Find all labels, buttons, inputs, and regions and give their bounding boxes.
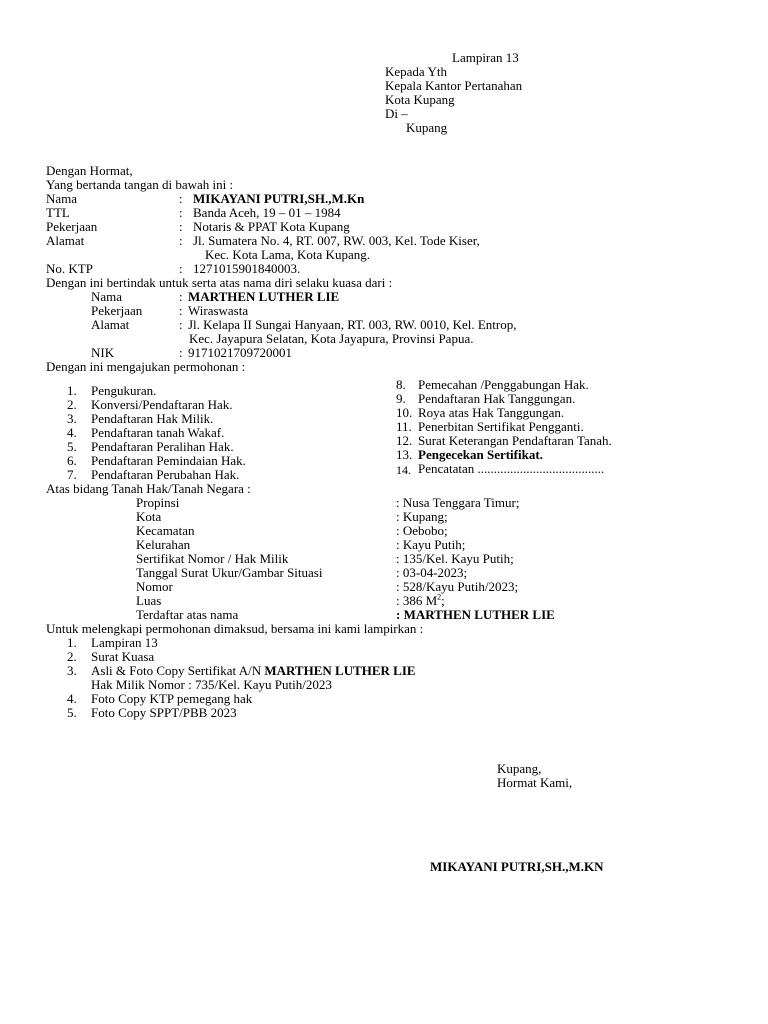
request-item: Surat Keterangan Pendaftaran Tanah. (418, 433, 612, 448)
land-area-end: ; (441, 593, 445, 608)
recipient-line: Kupang (406, 120, 448, 135)
list-number: 11. (396, 419, 412, 434)
applicant-ktp: 1271015901840003. (193, 261, 301, 276)
recipient-line: Kepala Kantor Pertanahan (385, 78, 523, 93)
principal-address-cont: Kec. Jayapura Selatan, Kota Jayapura, Provinsi Papua. (189, 331, 474, 346)
closing-regards: Hormat Kami, (497, 775, 573, 790)
list-number: 4. (67, 691, 77, 706)
land-label: Kota (136, 509, 162, 524)
attachments-intro: Untuk melengkapi permohonan dimaksud, bersama ini kami lampirkan : (46, 621, 424, 636)
attachment-item-text: Asli & Foto Copy Sertifikat A/N (91, 663, 265, 678)
applicant-name-label: Nama (46, 191, 78, 206)
list-number: 14. (396, 463, 411, 477)
request-item: Konversi/Pendaftaran Hak. (91, 397, 233, 412)
request-item: Pendaftaran Perubahan Hak. (91, 467, 240, 482)
colon: : (179, 219, 183, 234)
land-label: Kecamatan (136, 523, 195, 538)
applicant-ttl: Banda Aceh, 19 – 01 – 1984 (193, 205, 341, 220)
attachment-item: Lampiran 13 (91, 635, 158, 650)
list-number: 8. (396, 377, 406, 392)
attachment-item: Foto Copy SPPT/PBB 2023 (91, 705, 237, 720)
applicant-ktp-label: No. KTP (46, 261, 93, 276)
applicant-address-label: Alamat (46, 233, 85, 248)
request-item: Pengukuran. (91, 383, 157, 398)
applicant-job-label: Pekerjaan (46, 219, 98, 234)
recipient-line: Di – (385, 106, 408, 121)
list-number: 3. (67, 663, 77, 678)
request-item: Pendaftaran Peralihan Hak. (91, 439, 234, 454)
signer-name: MIKAYANI PUTRI,SH.,M.KN (430, 859, 604, 874)
list-number: 3. (67, 411, 77, 426)
land-value: : Oebobo; (396, 523, 448, 538)
list-number: 1. (67, 383, 77, 398)
list-number: 12. (396, 433, 413, 448)
salutation: Dengan Hormat, (46, 163, 133, 178)
proxy-intro: Dengan ini bertindak untuk serta atas nama diri selaku kuasa dari : (46, 275, 393, 290)
list-number: 5. (67, 705, 77, 720)
request-item: Roya atas Hak Tanggungan. (418, 405, 565, 420)
attachment-item-cont: Hak Milik Nomor : 735/Kel. Kayu Putih/2023 (91, 677, 332, 692)
land-label: Propinsi (136, 495, 180, 510)
request-item: Pendaftaran Pemindaian Hak. (91, 453, 246, 468)
colon: : (179, 205, 183, 220)
attachment-item: Surat Kuasa (91, 649, 155, 664)
principal-job-label: Pekerjaan (91, 303, 143, 318)
request-item: Pendaftaran Hak Tanggungan. (418, 391, 576, 406)
closing-place: Kupang, (497, 761, 542, 776)
request-item: Pendaftaran tanah Wakaf. (91, 425, 225, 440)
land-value: : 528/Kayu Putih/2023; (396, 579, 519, 594)
colon: : (179, 303, 183, 318)
request-intro: Dengan ini mengajukan permohonan : (46, 359, 246, 374)
land-value: : 135/Kel. Kayu Putih; (396, 551, 514, 566)
land-value: : Nusa Tenggara Timur; (396, 495, 520, 510)
intro-text: Yang bertanda tangan di bawah ini : (46, 177, 234, 192)
recipient-line: Kepada Yth (385, 64, 447, 79)
colon: : (179, 317, 183, 332)
request-item: Pemecahan /Penggabungan Hak. (418, 377, 589, 392)
applicant-address: Jl. Sumatera No. 4, RT. 007, RW. 003, Kel. Tode Kiser, (193, 233, 480, 248)
request-item: Penerbitan Sertifikat Pengganti. (418, 419, 584, 434)
applicant-ttl-label: TTL (46, 205, 70, 220)
colon: : (179, 261, 183, 276)
land-area-unit-exponent: 2 (437, 592, 442, 602)
attachment-number: Lampiran 13 (452, 50, 519, 65)
list-number: 13. (396, 447, 413, 462)
attachment-owner-name: MARTHEN LUTHER LIE (264, 663, 416, 678)
applicant-name: MIKAYANI PUTRI,SH.,M.Kn (193, 191, 365, 206)
land-label: Kelurahan (136, 537, 191, 552)
list-number: 2. (67, 649, 77, 664)
colon: : (179, 233, 183, 248)
colon: : (179, 191, 183, 206)
principal-address-label: Alamat (91, 317, 130, 332)
request-item-highlighted: Pengecekan Sertifikat. (418, 447, 543, 462)
attachment-item: Foto Copy KTP pemegang hak (91, 691, 253, 706)
principal-name-label: Nama (91, 289, 123, 304)
request-item: Pendaftaran Hak Milik. (91, 411, 214, 426)
land-area (396, 594, 445, 608)
land-value: : Kayu Putih; (396, 537, 466, 552)
list-number: 6. (67, 453, 77, 468)
request-item: Pencatatan ....................................... (418, 461, 605, 476)
list-number: 10. (396, 405, 413, 420)
colon: : (179, 345, 183, 360)
list-number: 9. (396, 391, 406, 406)
land-label: Luas (136, 593, 162, 608)
colon: : (179, 289, 183, 304)
land-area-value: : 386 M (396, 593, 438, 608)
land-label: Tanggal Surat Ukur/Gambar Situasi (136, 565, 323, 580)
land-value: : Kupang; (396, 509, 448, 524)
applicant-address-cont: Kec. Kota Lama, Kota Kupang. (205, 247, 370, 262)
land-intro: Atas bidang Tanah Hak/Tanah Negara : (46, 481, 251, 496)
land-value: : 03-04-2023; (396, 565, 468, 580)
principal-job: Wiraswasta (188, 303, 249, 318)
land-label: Nomor (136, 579, 173, 594)
principal-name: MARTHEN LUTHER LIE (188, 289, 340, 304)
list-number: 1. (67, 635, 77, 650)
principal-address: Jl. Kelapa II Sungai Hanyaan, RT. 003, RW. 0010, Kel. Entrop, (188, 317, 517, 332)
list-number: 5. (67, 439, 77, 454)
list-number: 2. (67, 397, 77, 412)
principal-nik-label: NIK (91, 345, 115, 360)
attachment-item (91, 664, 416, 678)
applicant-job: Notaris & PPAT Kota Kupang (193, 219, 350, 234)
registered-owner: : MARTHEN LUTHER LIE (396, 607, 555, 622)
list-number: 4. (67, 425, 77, 440)
land-label: Sertifikat Nomor / Hak Milik (136, 551, 289, 566)
land-label: Terdaftar atas nama (136, 607, 239, 622)
principal-nik: 9171021709720001 (188, 345, 292, 360)
recipient-line: Kota Kupang (385, 92, 455, 107)
list-number: 7. (67, 467, 77, 482)
